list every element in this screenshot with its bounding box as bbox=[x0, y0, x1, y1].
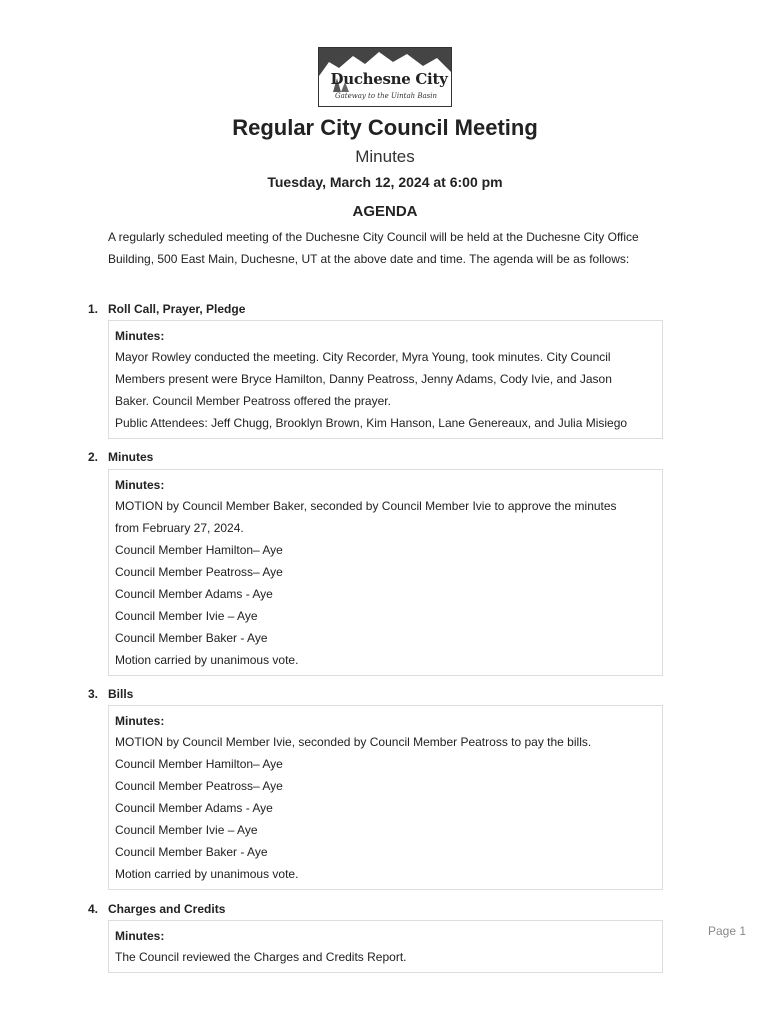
agenda-item-label: Roll Call, Prayer, Pledge bbox=[108, 302, 246, 316]
page-number: Page 1 bbox=[708, 924, 747, 938]
agenda-item-number: 1. bbox=[88, 302, 99, 316]
minutes-line: Council Member Hamilton– Aye bbox=[115, 543, 283, 557]
duchesne-city-logo bbox=[318, 47, 452, 107]
minutes-line: The Council reviewed the Charges and Credits Report. bbox=[115, 950, 407, 964]
agenda-item-title bbox=[88, 450, 153, 464]
logo-tagline: Gateway to the Uintah Basin bbox=[334, 92, 438, 100]
minutes-box bbox=[108, 320, 663, 439]
minutes-line: Council Member Ivie – Aye bbox=[115, 609, 258, 623]
minutes-label: Minutes: bbox=[115, 329, 165, 343]
agenda-item-label: Charges and Credits bbox=[108, 902, 226, 916]
minutes-label: Minutes: bbox=[115, 929, 165, 943]
minutes-label: Minutes: bbox=[115, 714, 165, 728]
minutes-line: MOTION by Council Member Ivie, seconded by Council Member Peatross to pay the bills. bbox=[115, 735, 592, 749]
minutes-box bbox=[108, 469, 663, 676]
agenda-item-title bbox=[88, 687, 133, 701]
minutes-box bbox=[108, 705, 663, 890]
minutes-line: Council Member Baker - Aye bbox=[115, 631, 268, 645]
minutes-line: Members present were Bryce Hamilton, Danny Peatross, Jenny Adams, Cody Ivie, and Jason bbox=[115, 372, 612, 386]
minutes-line: Mayor Rowley conducted the meeting. City Recorder, Myra Young, took minutes. City Council bbox=[115, 350, 611, 364]
minutes-line: Motion carried by unanimous vote. bbox=[115, 653, 299, 667]
minutes-line: Council Member Peatross– Aye bbox=[115, 779, 283, 793]
agenda-item-number: 3. bbox=[88, 687, 99, 701]
minutes-line: Motion carried by unanimous vote. bbox=[115, 867, 299, 881]
minutes-line: Council Member Adams - Aye bbox=[115, 587, 273, 601]
agenda-intro: A regularly scheduled meeting of the Duchesne City Council will be held at the Duchesne City Office Building, 500 East Main, Duchesne, UT at the above date and time. The agenda will be as follows: bbox=[108, 230, 639, 266]
minutes-box bbox=[108, 920, 663, 973]
agenda-item-label: Bills bbox=[108, 687, 134, 701]
agenda-item-title bbox=[88, 302, 245, 316]
agenda-item-number: 2. bbox=[88, 450, 99, 464]
agenda-item-title bbox=[88, 902, 225, 916]
page-subtitle: Minutes bbox=[355, 147, 415, 166]
logo-wordmark: Duchesne City bbox=[330, 70, 448, 88]
minutes-line: Baker. Council Member Peatross offered the prayer. bbox=[115, 394, 391, 408]
agenda-item-number: 4. bbox=[88, 902, 99, 916]
minutes-line: from February 27, 2024. bbox=[115, 521, 244, 535]
minutes-line: Council Member Adams - Aye bbox=[115, 801, 273, 815]
minutes-line: Council Member Baker - Aye bbox=[115, 845, 268, 859]
meeting-date: Tuesday, March 12, 2024 at 6:00 pm bbox=[267, 174, 503, 190]
minutes-line: Council Member Ivie – Aye bbox=[115, 823, 258, 837]
agenda-item-label: Minutes bbox=[108, 450, 154, 464]
minutes-label: Minutes: bbox=[115, 478, 165, 492]
minutes-line: Council Member Peatross– Aye bbox=[115, 565, 283, 579]
page-title: Regular City Council Meeting bbox=[232, 115, 538, 140]
minutes-line: MOTION by Council Member Baker, seconded by Council Member Ivie to approve the minutes bbox=[115, 499, 617, 513]
agenda-heading: AGENDA bbox=[352, 203, 418, 220]
minutes-line: Council Member Hamilton– Aye bbox=[115, 757, 283, 771]
minutes-line: Public Attendees: Jeff Chugg, Brooklyn Brown, Kim Hanson, Lane Genereaux, and Julia Misiego bbox=[115, 416, 628, 430]
